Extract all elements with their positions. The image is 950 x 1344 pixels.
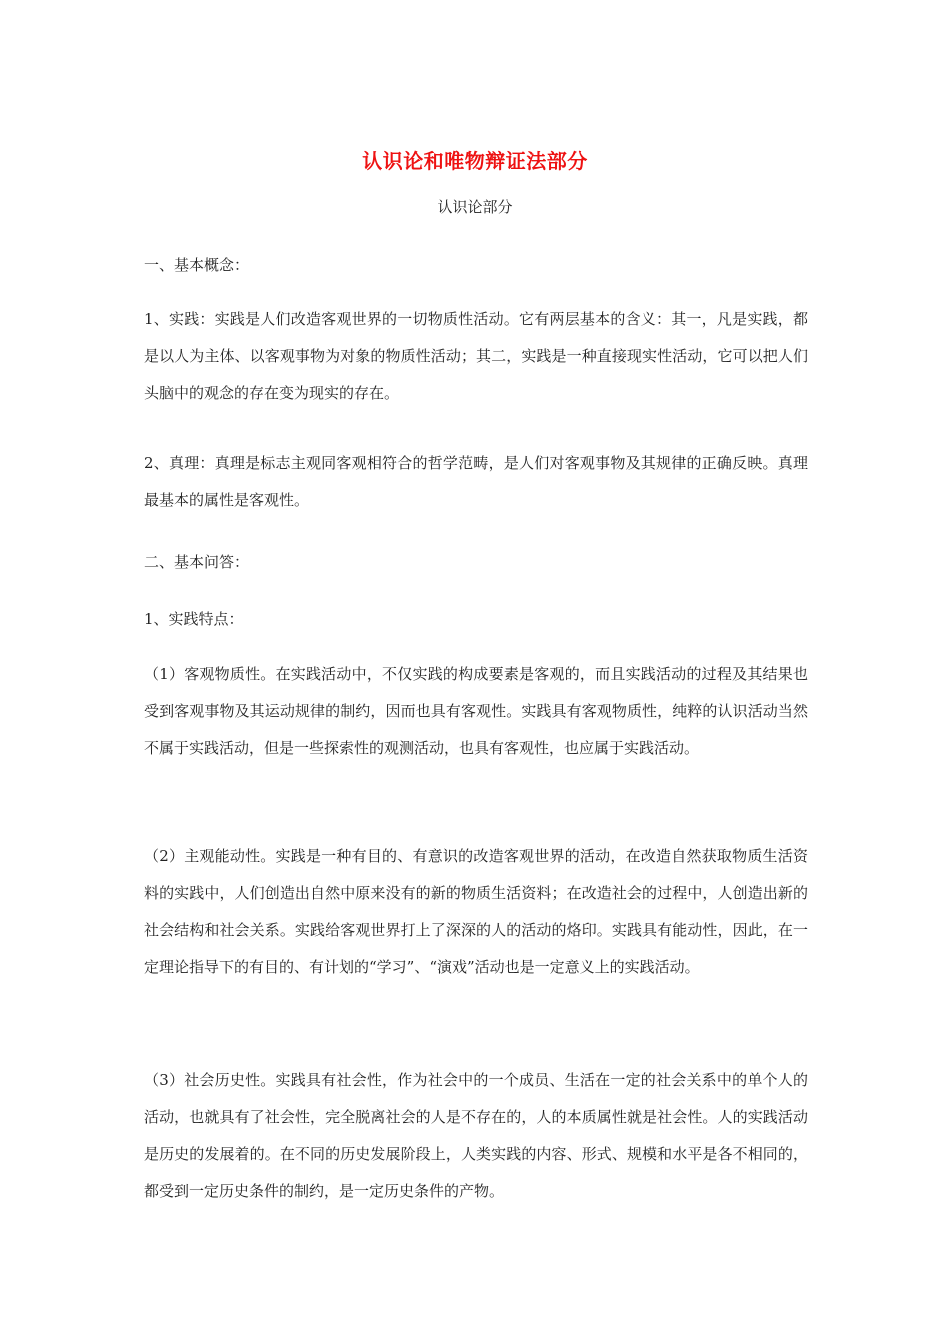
paragraph-subjective-initiative: （2）主观能动性。实践是一种有目的、有意识的改造客观世界的活动，在改造自然获取物质生活资料的实践中，人们创造出自然中原来没有的新的物质生活资料；在改造社会的过程中，人创造出新的社会结构和社会关系。实践给客观世界打上了深深的人的活动的烙印。实践具有能动性，因此，在一定理论指导下的有目的、有计划的“学习”、“演戏”活动也是一定意义上的实践活动。 (144, 847, 808, 976)
document-title: 认识论和唯物辩证法部分 (362, 149, 588, 173)
paragraph-practice-definition: 1、实践：实践是人们改造客观世界的一切物质性活动。它有两层基本的含义：其一，凡是实践，都是以人为主体、以客观事物为对象的物质性活动；其二，实践是一种直接现实性活动，它可以把人们头脑中的观念的存在变为现实的存在。 (144, 310, 808, 402)
paragraph-social-historicity: （3）社会历史性。实践具有社会性，作为社会中的一个成员、生活在一定的社会关系中的单个人的活动，也就具有了社会性，完全脱离社会的人是不存在的，人的本质属性就是社会性。人的实践活动是历史的发展着的。在不同的历史发展阶段上，人类实践的内容、形式、规模和水平是各不相同的，都受到一定历史条件的制约，是一定历史条件的产物。 (144, 1071, 808, 1200)
question-heading-practice-features: 1、实践特点： (144, 610, 244, 628)
section-heading-basic-questions: 二、基本问答： (144, 553, 250, 571)
paragraph-truth-definition: 2、真理：真理是标志主观同客观相符合的哲学范畴，是人们对客观事物及其规律的正确反映。真理最基本的属性是客观性。 (144, 454, 808, 509)
section-heading-basic-concepts: 一、基本概念： (144, 256, 250, 274)
paragraph-objective-materiality: （1）客观物质性。在实践活动中，不仅实践的构成要素是客观的，而且实践活动的过程及其结果也受到客观事物及其运动规律的制约，因而也具有客观性。实践具有客观物质性，纯粹的认识活动当然不属于实践活动，但是一些探索性的观测活动，也具有客观性，也应属于实践活动。 (144, 665, 808, 757)
document-subtitle: 认识论部分 (437, 198, 513, 216)
